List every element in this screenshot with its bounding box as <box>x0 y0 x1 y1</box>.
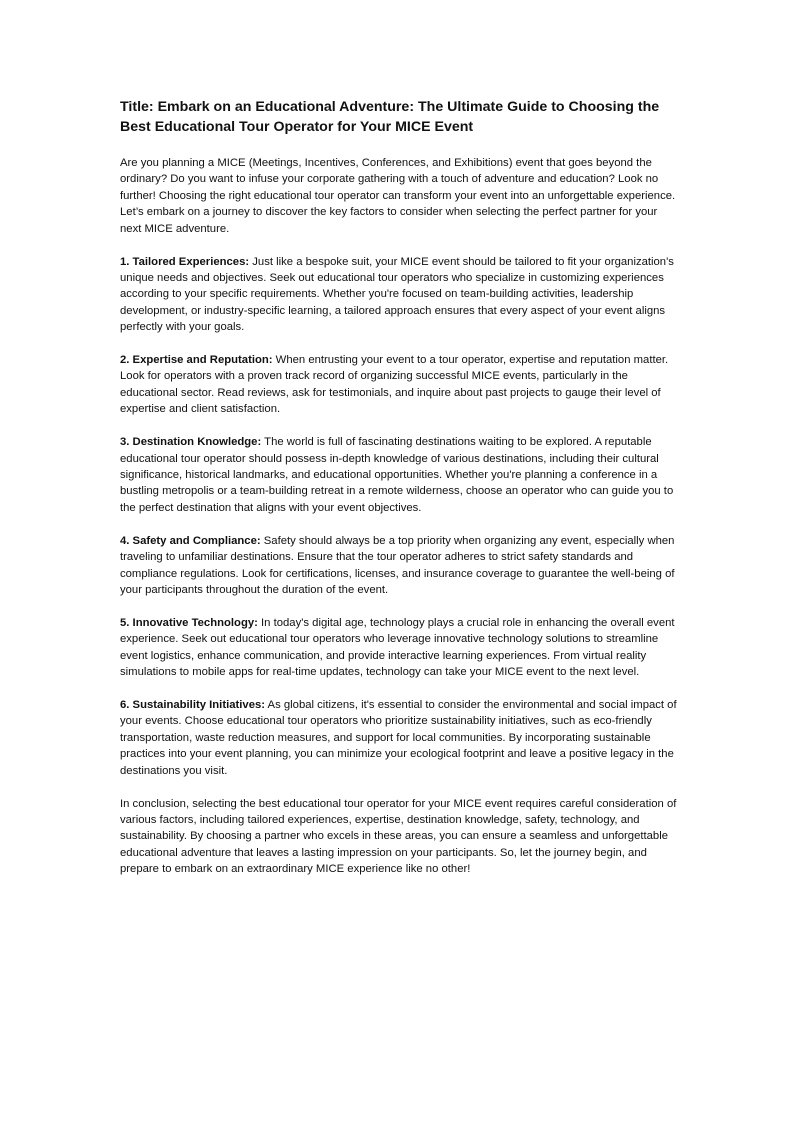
section-expertise-reputation <box>120 352 680 418</box>
section-body: As global citizens, it's essential to consider the environmental and social impact of your events. Choose educational tour operators who prioritize sustainability initiatives, such as eco-friendly transportation, waste reduction measures, and support for local communities. By incorporating sustainable practices into your event planning, you can minimize your ecological footprint and leave a positive legacy in the destinations you visit. <box>120 698 677 777</box>
section-body: In today's digital age, technology plays a crucial role in enhancing the overall event experience. Seek out educational tour operators who leverage innovative technology solutions to streamline event logistics, enhance communication, and provide interactive learning experiences. From virtual reality simulations to mobile apps for real-time updates, technology can take your MICE event to the next level. <box>120 616 675 679</box>
section-body: Safety should always be a top priority when organizing any event, especially when traveling to unfamiliar destinations. Ensure that the tour operator adheres to strict safety standards and compliance regulations. Look for certifications, licenses, and insurance coverage to guarantee the well-being of your participants throughout the duration of the event. <box>120 534 675 596</box>
section-sustainability-initiatives <box>120 697 680 779</box>
section-heading: 2. Expertise and Reputation: <box>120 354 273 367</box>
section-destination-knowledge <box>120 434 680 516</box>
intro-paragraph: Are you planning a MICE (Meetings, Incentives, Conferences, and Exhibitions) event that goes beyond the ordinary? Do you want to infuse your corporate gathering with a touch of adventure and education? Look no further! Choosing the right educational tour operator can transform your event into an unforgettable experience. Let’s embark on a journey to discover the key factors to consider when selecting the perfect partner for your next MICE adventure. <box>120 157 676 235</box>
section-body: Just like a bespoke suit, your MICE event should be tailored to fit your organization's unique needs and objectives. Seek out educational tour operators who specialize in customizing experiences according to your specific requirements. Whether you're focused on team-building activities, leadership development, or industry-specific learning, a tailored approach ensures that every aspect of your event aligns perfectly with your goals. <box>120 255 674 334</box>
section-heading: 5. Innovative Technology: <box>120 616 258 629</box>
section-heading: 3. Destination Knowledge: <box>120 436 262 449</box>
section-safety-compliance <box>120 533 680 599</box>
document-title: Title: Embark on an Educational Adventure: The Ultimate Guide to Choosing the Best Educational Tour Operator for Your MICE Event <box>120 99 660 135</box>
section-heading: 1. Tailored Experiences: <box>120 255 250 268</box>
document-page <box>120 97 680 894</box>
section-heading: 4. Safety and Compliance: <box>120 534 261 547</box>
conclusion-paragraph: In conclusion, selecting the best educational tour operator for your MICE event requires careful consideration of various factors, including tailored experiences, expertise, destination knowledge, safety, technology, and sustainability. By choosing a partner who excels in these areas, you can ensure a seamless and unforgettable educational adventure that leaves a lasting impression on your participants. So, let the journey begin, and prepare to embark on an extraordinary MICE experience like no other! <box>120 797 677 876</box>
section-innovative-technology <box>120 615 680 681</box>
section-heading: 6. Sustainability Initiatives: <box>120 698 266 711</box>
section-tailored-experiences <box>120 254 680 336</box>
section-body: The world is full of fascinating destinations waiting to be explored. A reputable educational tour operator should possess in-depth knowledge of various destinations, including their cultural significance, historical landmarks, and educational opportunities. Whether you're planning a conference in a bustling metropolis or a team-building retreat in a remote wilderness, choose an operator who can guide you to the perfect destination that aligns with your event objectives. <box>120 436 674 514</box>
section-body: When entrusting your event to a tour operator, expertise and reputation matter. Look for operators with a proven track record of organizing successful MICE events, particularly in the educational sector. Read reviews, ask for testimonials, and inquire about past projects to gauge their level of expertise and client satisfaction. <box>120 354 669 416</box>
